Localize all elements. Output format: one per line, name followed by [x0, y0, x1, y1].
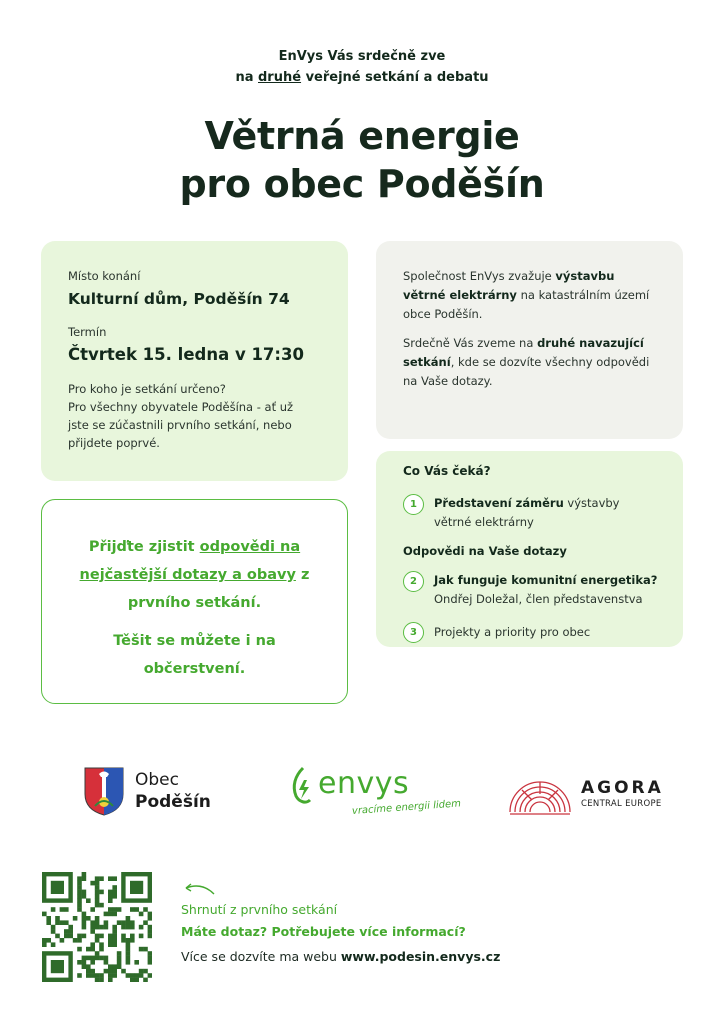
title-line-2: pro obec Poděšín — [179, 162, 545, 206]
invitation-line-2 — [0, 67, 724, 88]
about-emphasis: druhé navazující setkání — [403, 336, 644, 369]
obec-podesin-logo — [83, 766, 243, 818]
program-heading: Co Vás čeká? — [403, 464, 491, 478]
agora-amphitheatre-icon — [508, 770, 572, 816]
about-card — [376, 241, 683, 439]
question-text: Máte dotaz? Potřebujete více informací? — [181, 924, 466, 939]
page-title — [0, 112, 724, 208]
invitation-line-1: EnVys Vás srdečně zve — [278, 49, 446, 64]
audience-question: Pro koho je setkání určeno? — [68, 382, 226, 396]
step-1-title: Představení záměru — [434, 496, 564, 510]
step-1-rest: výstavby větrné elektrárny — [434, 496, 620, 529]
about-text: , kde se dozvíte všechny odpovědi na Vaše dotazy. — [403, 355, 650, 388]
agora-logo — [508, 770, 673, 820]
about-text: Srdečně Vás zveme na — [403, 336, 538, 350]
obec-name: Poděšín — [135, 792, 211, 812]
invitation-text: na — [235, 70, 258, 85]
agora-wordmark: AGORA — [581, 778, 664, 798]
envys-logo — [290, 764, 465, 824]
obec-label: Obec — [135, 770, 179, 790]
invitation-header — [0, 46, 724, 88]
program-step-1 — [403, 494, 663, 532]
about-paragraph-2 — [403, 334, 657, 391]
step-2-title: Jak funguje komunitní energetika? — [434, 573, 658, 587]
invitation-emphasis: druhé — [258, 70, 302, 85]
date-label: Termín — [68, 325, 107, 339]
program-step-3 — [403, 622, 663, 643]
cta-text: Přijďte zjistit — [88, 539, 200, 555]
cta-card — [41, 499, 348, 704]
about-paragraph-1 — [403, 267, 657, 324]
step-1-text — [434, 494, 634, 532]
event-info-card — [41, 241, 348, 481]
web-info-text: Více se dozvíte ma webu — [181, 949, 341, 964]
coat-of-arms-icon — [83, 766, 125, 816]
about-text: na katastrálním území obce Poděšín. — [403, 288, 650, 321]
program-card — [376, 451, 683, 647]
title-line-1: Větrná energie — [204, 114, 520, 158]
web-info — [181, 949, 500, 964]
envys-bolt-icon — [290, 766, 316, 806]
envys-wordmark: envys — [318, 766, 410, 801]
cta-refreshments: Těšit se můžete i na občerstvení. — [113, 633, 276, 677]
curved-arrow-icon — [180, 880, 220, 896]
about-text: Společnost EnVys zvažuje — [403, 269, 556, 283]
step-number-badge: 3 — [403, 622, 424, 643]
venue-value: Kulturní dům, Poděšín 74 — [68, 290, 290, 308]
cta-main — [70, 533, 320, 617]
about-emphasis: výstavbu větrné elektrárny — [403, 269, 615, 302]
program-step-2 — [403, 571, 663, 609]
cta-emphasis: odpovědi na nejčastější dotazy a obavy — [79, 539, 301, 583]
step-number-badge: 1 — [403, 494, 424, 515]
date-value: Čtvrtek 15. ledna v 17:30 — [68, 345, 304, 364]
step-3-text: Projekty a priority pro obec — [434, 625, 591, 639]
envys-tagline: vracíme energii lidem — [351, 798, 462, 817]
agora-subtitle: CENTRAL EUROPE — [581, 799, 662, 809]
summary-link[interactable]: Shrnutí z prvního setkání — [181, 902, 338, 917]
audience-answer: Pro všechny obyvatele Poděšína - ať už jste se zúčastnili prvního setkání, nebo přijdete poprvé. — [68, 400, 294, 450]
qr-code[interactable] — [42, 872, 152, 982]
cta-text-rest: z prvního setkání. — [127, 567, 310, 611]
venue-label: Místo konání — [68, 269, 141, 283]
program-subheading: Odpovědi na Vaše dotazy — [403, 544, 567, 558]
web-link[interactable]: www.podesin.envys.cz — [340, 949, 501, 964]
invitation-text-rest: veřejné setkání a debatu — [301, 70, 489, 85]
step-2-text — [434, 571, 657, 609]
step-2-rest: Ondřej Doležal, člen představenstva — [434, 592, 643, 606]
step-number-badge: 2 — [403, 571, 424, 592]
